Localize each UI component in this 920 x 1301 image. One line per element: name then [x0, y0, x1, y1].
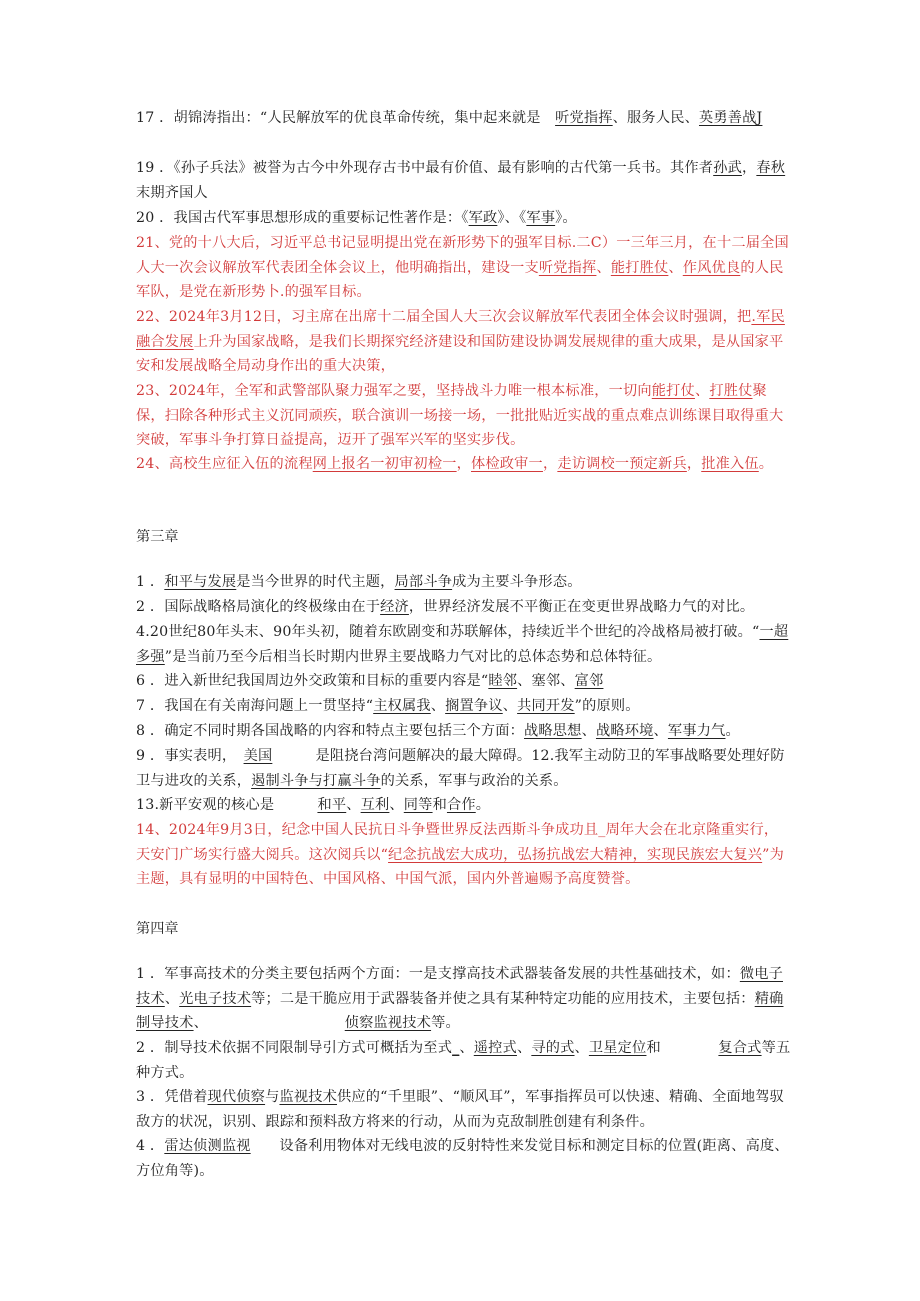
ch4-item-2: 2 ．制导技术依据不同限制导引方式可概括为至式_、遥控式、寻的式、卫星定位和 复合式等五种方式。 — [136, 1040, 791, 1081]
item-24: 24、高校生应征入伍的流程网上报名一初审初检一，体检政审一，走访调校一预定新兵，批准入伍。 — [136, 456, 774, 472]
item-23: 23、2024年，全军和武警部队聚力强军之要，坚持战斗力唯一根本标准，一切向能打仗、打胜仗聚保，扫除各种形式主义沉同顽疾，联合演训一场接一场，一批批贴近实战的重点难点训练课目取得重大突破，军事斗争打算日益提高，迈开了强军兴军的坚实步伐。 — [136, 383, 784, 449]
item-21: 21、党的十八大后，习近平总书记显明提出党在新形势下的强军目标.二C）一三年三月，在十二届全国人大一次会议解放军代表团全体会议上，他明确指出，建设一支听党指挥、能打胜仗、作风优良的人民军队，是党在新形势卜.的强军目标。 — [136, 235, 789, 301]
ch3-item-4: 4.20世纪80年头末、90年头初，随着东欧剧变和苏联解体，持续近半个世纪的冷战格局被打破。“一超多强”是当前乃至今后相当长时期内世界主要战略力气对比的总体态势和总体特征。 — [136, 624, 789, 665]
item-22: 22、2024年3月12日，习主席在出席十二届全国人大三次会议解放军代表团全体会议时强调，把.军民融合发展上升为国家战略，是我们长期探究经济建设和国防建设协调发展规律的重大成果，是从国家平安和发展战略全局动身作出的重大决策， — [136, 309, 785, 375]
ch3-item-13: 13.新平安观的核心是 和平、互利、同等和合作。 — [136, 797, 491, 813]
item-20: 20 ．我国古代军事思想形成的重要标记性著作是：《军政》、《军事》。 — [136, 210, 577, 226]
ch3-item-6: 6 ．进入新世纪我国周边外交政策和目标的重要内容是“睦邻、塞邻、富邻 — [136, 673, 604, 689]
ch4-item-1: 1 ．军事高技术的分类主要包括两个方面：一是支撑高技术武器装备发展的共性基础技术，如：微电子技术、光电子技术等；二是干脆应用于武器装备并使之具有某种特定功能的应用技术，主要包括：精确制导技术、 侦察监视技术等。 — [136, 966, 784, 1032]
ch3-item-2: 2 ．国际战略格局演化的终极缘由在于经济，世界经济发展不平衡正在变更世界战略力气的对比。 — [136, 599, 755, 615]
item-19: 19 ．《孙子兵法》被誉为古今中外现存古书中最有价值、最有影响的古代第一兵书。其作者孙武，春秋末期齐国人 — [136, 160, 786, 201]
ch3-item-8: 8 ．确定不同时期各国战略的内容和特点主要包括三个方面：战略思想、战略环境、军事力气。 — [136, 723, 740, 739]
chapter-4-title: 第四章 — [136, 921, 179, 937]
item-17: 17 ．胡锦涛指出：“人民解放军的优良革命传统，集中起来就是 听党指挥、服务人民、英勇善战J — [136, 110, 763, 126]
ch3-item-7: 7 ．我国在有关南海问题上一贯坚持“主权属我、搁置争议、共同开发”的原则。 — [136, 698, 640, 714]
ch3-item-1: 1 ．和平与发展是当今世界的时代主题，局部斗争成为主要斗争形态。 — [136, 574, 582, 590]
ch3-item-9-12: 9 ．事实表明， 美国 是阻挠台湾问题解决的最大障碍。12.我军主动防卫的军事战略要处理好防卫与进攻的关系，遏制斗争与打赢斗争的关系，军事与政治的关系。 — [136, 748, 785, 789]
ch4-item-3: 3 ．凭借着现代侦察与监视技术供应的“千里眼”、“顺风耳”，军事指挥员可以快速、精确、全面地驾驭敌方的状况，识别、跟踪和预料敌方将来的行动，从而为克敌制胜创建有利条件。 — [136, 1089, 785, 1130]
chapter-3-title: 第三章 — [136, 529, 179, 545]
ch3-item-14: 14、2024年9月3日，纪念中国人民抗日斗争暨世界反法西斯斗争成功且_周年大会在北京隆重实行，天安门广场实行盛大阅兵。这次阅兵以“纪念抗战宏大成功，弘扬抗战宏大精神，实现民族宏大复兴”为主题，具有显明的中国特色、中国风格、中国气派，国内外普遍赐予高度赞誉。 — [136, 822, 784, 888]
ch4-item-4: 4 ．雷达侦测监视 设备利用物体对无线电波的反射特性来发觉目标和测定目标的位置(距离、高度、方位角等)。 — [136, 1138, 789, 1179]
